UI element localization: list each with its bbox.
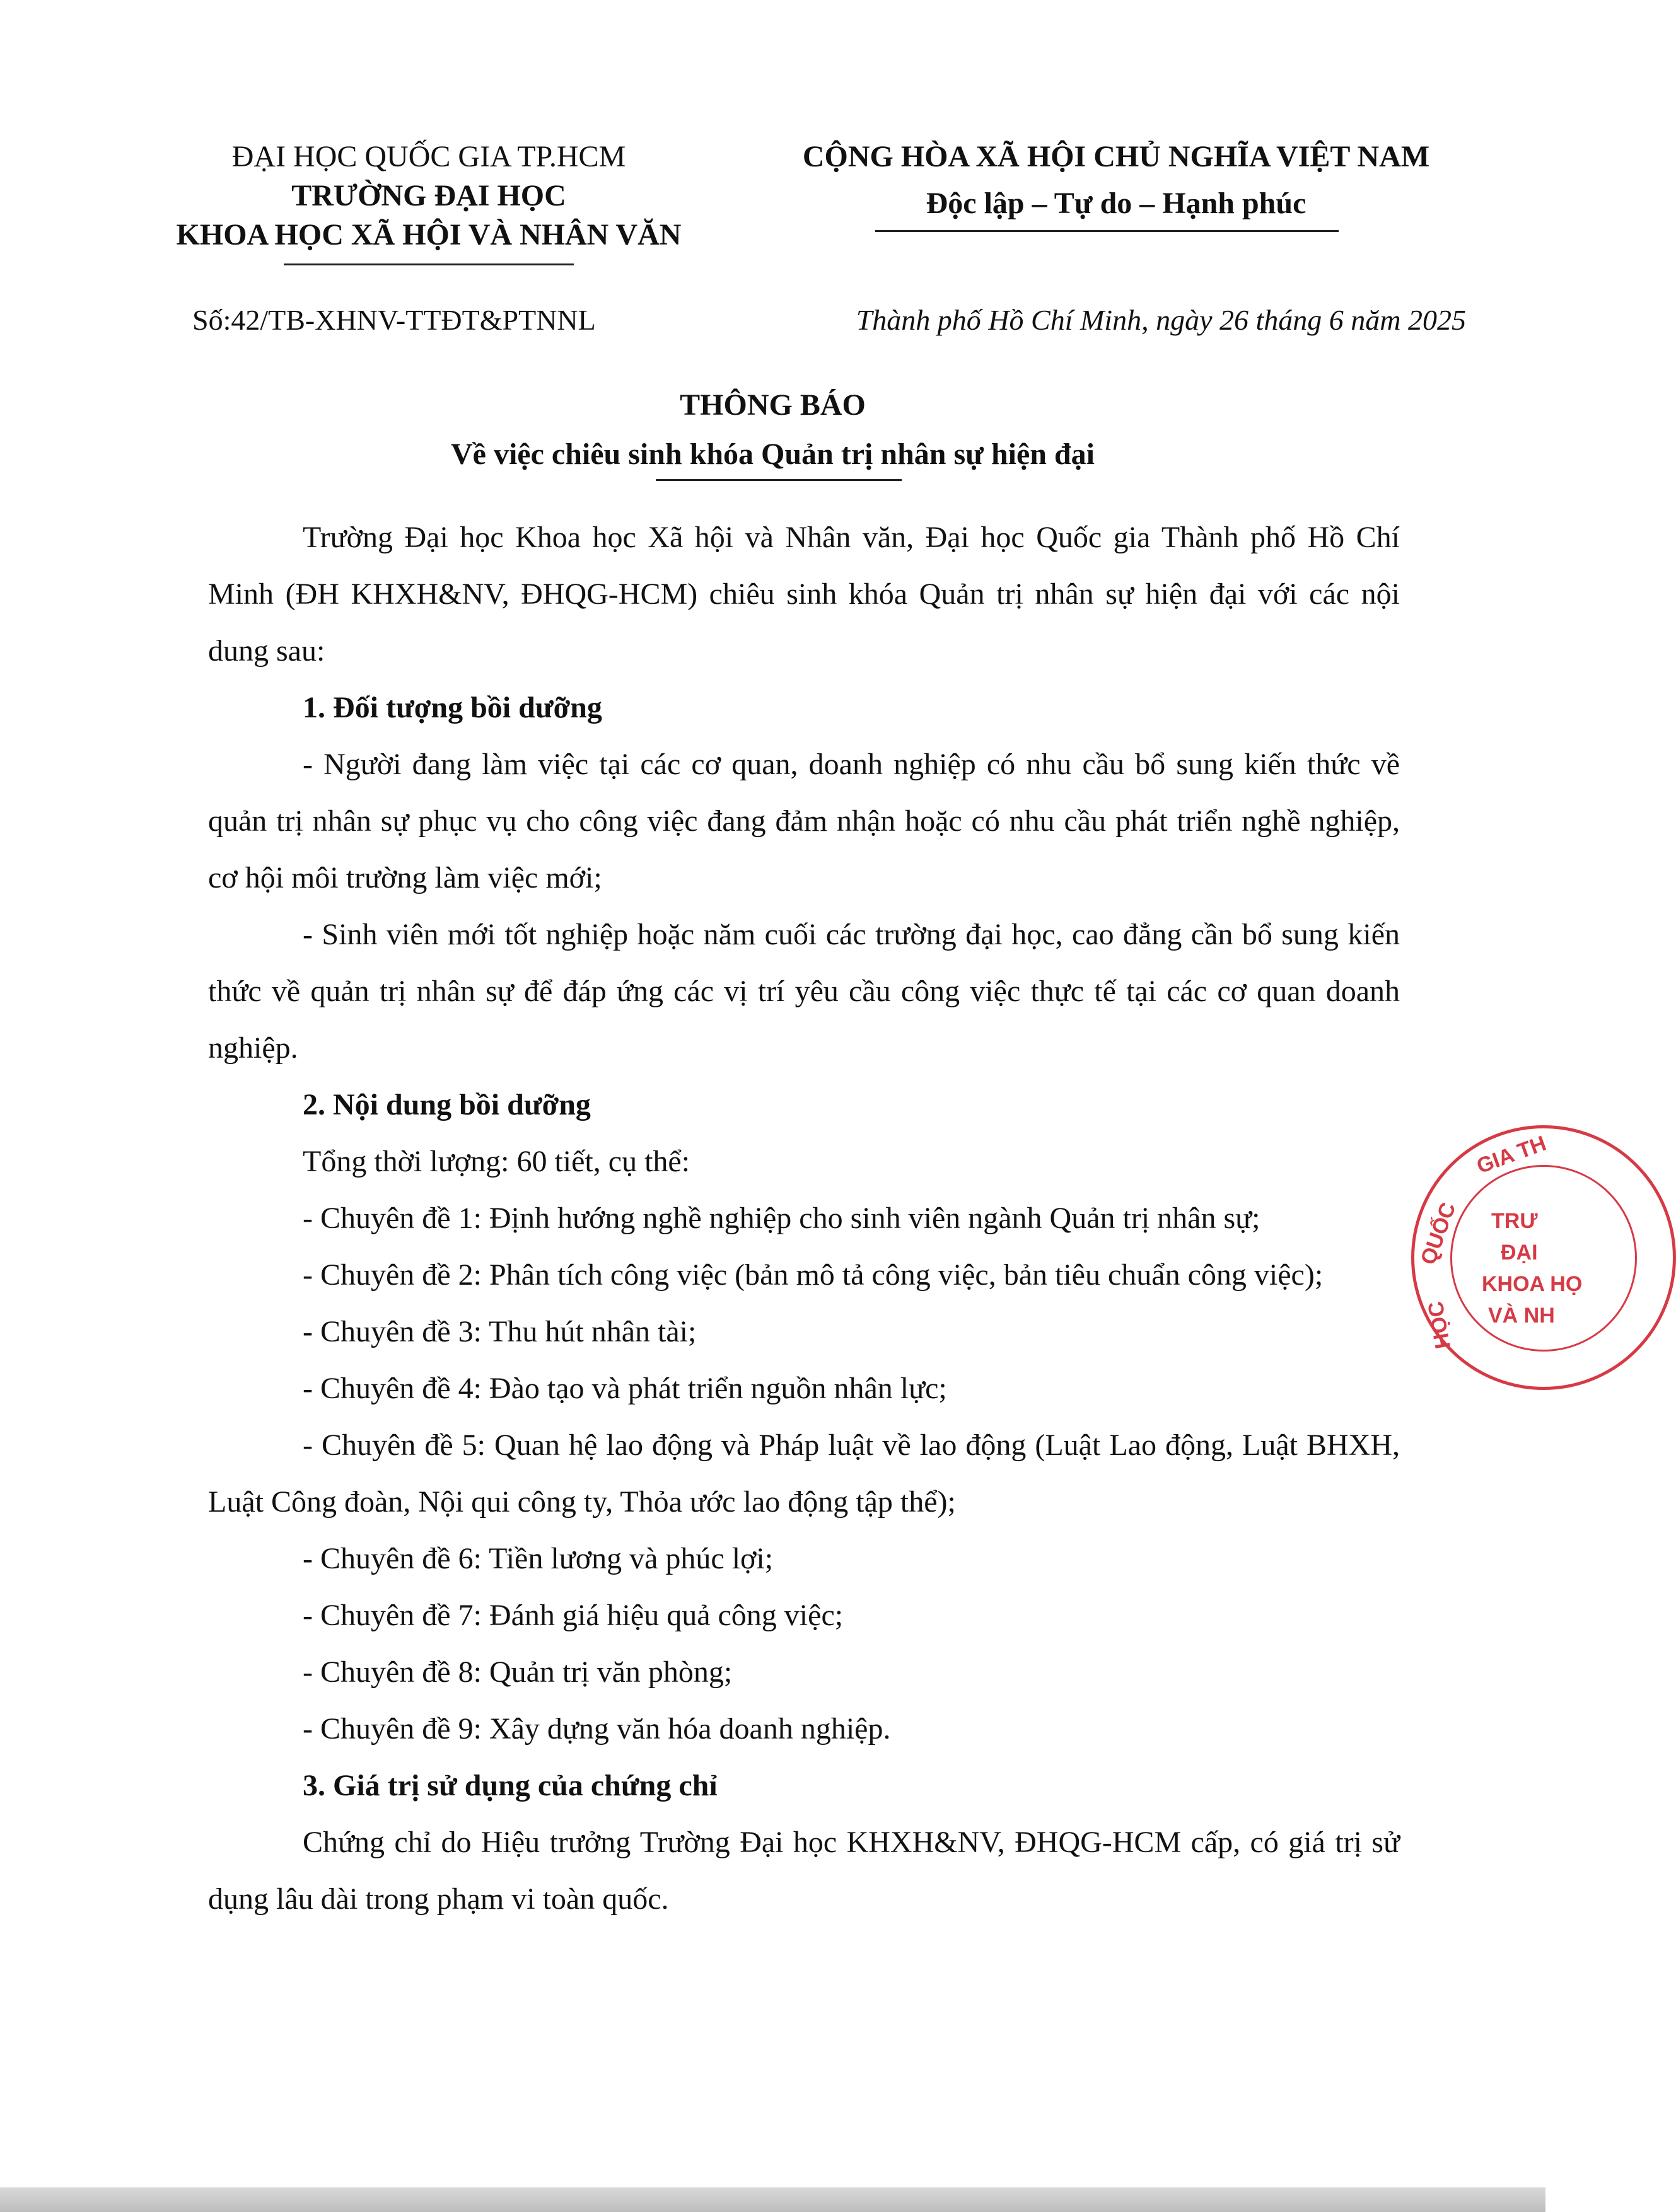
header-right <box>744 137 1488 223</box>
topic-3: - Chuyên đề 3: Thu hút nhân tài; <box>303 1315 697 1348</box>
section1-item-2: - Sinh viên mới tốt nghiệp hoặc năm cuối các trường đại học, cao đẳng cần bổ sung kiến thức về quản trị nhân sự để đáp ứng các vị trí yêu cầu công việc thực tế tại các cơ quan doanh nghiệp. <box>208 918 1400 1065</box>
scan-edge <box>0 2187 1545 2212</box>
header-right-rule <box>875 230 1339 232</box>
stamp-text-7: HỌC <box>1423 1299 1456 1351</box>
document-title: THÔNG BÁO <box>680 388 866 422</box>
stamp-text-6: QUỐC <box>1416 1199 1461 1268</box>
topic-1: - Chuyên đề 1: Định hướng nghề nghiệp cho sinh viên ngành Quản trị nhân sự; <box>303 1202 1260 1235</box>
stamp-text-4: KHOA HỌ <box>1482 1272 1583 1296</box>
national-motto: Độc lập – Tự do – Hạnh phúc <box>926 187 1306 220</box>
document-number: Số:42/TB-XHNV-TTĐT&PTNNL <box>192 304 596 336</box>
topic-9: - Chuyên đề 9: Xây dựng văn hóa doanh nghiệp. <box>303 1712 891 1746</box>
document-body <box>208 509 1400 1928</box>
topic-4: - Chuyên đề 4: Đào tạo và phát triển nguồn nhân lực; <box>303 1372 947 1405</box>
stamp-text-3: ĐẠI <box>1501 1241 1538 1265</box>
section2-total: Tổng thời lượng: 60 tiết, cụ thể: <box>303 1145 690 1178</box>
section3-text: Chứng chỉ do Hiệu trưởng Trường Đại học KHXH&NV, ĐHQG-HCM cấp, có giá trị sử dụng lâu dài trong phạm vi toàn quốc. <box>208 1826 1400 1916</box>
section1-heading: 1. Đối tượng bồi dưỡng <box>303 691 602 724</box>
topic-6: - Chuyên đề 6: Tiền lương và phúc lợi; <box>303 1542 774 1575</box>
topic-7: - Chuyên đề 7: Đánh giá hiệu quả công việc; <box>303 1599 844 1632</box>
stamp-text-5: VÀ NH <box>1488 1304 1555 1328</box>
university-system-name: ĐẠI HỌC QUỐC GIA TP.HCM <box>231 140 626 173</box>
intro-paragraph: Trường Đại học Khoa học Xã hội và Nhân văn, Đại học Quốc gia Thành phố Hồ Chí Minh (ĐH KHXH&NV, ĐHQG-HCM) chiêu sinh khóa Quản trị nhân sự hiện đại với các nội dung sau: <box>208 521 1400 668</box>
stamp-text-1: GIA TH <box>1473 1131 1550 1179</box>
school-name-line1: TRƯỜNG ĐẠI HỌC <box>291 179 566 212</box>
title-rule <box>656 479 902 481</box>
topic-5: - Chuyên đề 5: Quan hệ lao động và Pháp luật về lao động (Luật Lao động, Luật BHXH, Luật Công đoàn, Nội qui công ty, Thỏa ước lao động tập thể); <box>208 1428 1400 1519</box>
document-subtitle: Về việc chiêu sinh khóa Quản trị nhân sự hiện đại <box>450 437 1095 471</box>
section1-item-1: - Người đang làm việc tại các cơ quan, doanh nghiệp có nhu cầu bổ sung kiến thức về quản trị nhân sự phục vụ cho công việc đang đảm nhận hoặc có nhu cầu phát triển nghề nghiệp, cơ hội môi trường làm việc mới; <box>208 748 1400 895</box>
school-name-line2: KHOA HỌC XÃ HỘI VÀ NHÂN VĂN <box>176 218 682 252</box>
section2-heading: 2. Nội dung bồi dưỡng <box>303 1088 591 1121</box>
header-left <box>129 137 728 255</box>
document-date: Thành phố Hồ Chí Minh, ngày 26 tháng 6 năm 2025 <box>856 304 1466 336</box>
national-title: CỘNG HÒA XÃ HỘI CHỦ NGHĨA VIỆT NAM <box>802 140 1430 173</box>
header-left-rule <box>284 263 574 265</box>
stamp-text-2: TRƯ <box>1491 1209 1538 1233</box>
section3-heading: 3. Giá trị sử dụng của chứng chỉ <box>303 1769 718 1802</box>
topic-8: - Chuyên đề 8: Quản trị văn phòng; <box>303 1655 733 1689</box>
topic-2: - Chuyên đề 2: Phân tích công việc (bản mô tả công việc, bản tiêu chuẩn công việc); <box>303 1258 1324 1292</box>
